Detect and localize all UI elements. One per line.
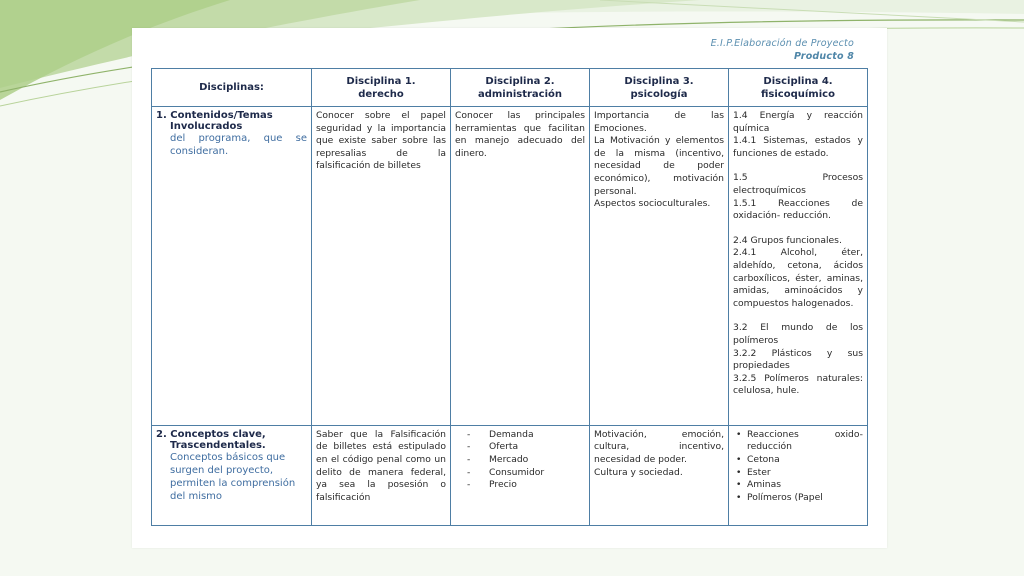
row2-subtitle: Trascendentales.	[170, 439, 266, 451]
header-disciplinas	[152, 69, 312, 107]
list-item: • Polímeros (Papel	[735, 492, 863, 505]
list-item: - Precio	[467, 479, 585, 492]
document-page	[132, 28, 887, 548]
header-disciplinas-label: Disciplinas:	[199, 82, 264, 94]
row1-administracion-text: Conocer las principales herramientas que facilitan en manejo adecuado del dinero.	[455, 110, 585, 159]
fq-polimeros: 3.2 El mundo de los polímeros	[733, 322, 863, 346]
header-fisicoquimico-title: Disciplina 4.	[763, 75, 833, 87]
fq-naturales: 3.2.5 Polímeros naturales: celulosa, hule.	[733, 372, 863, 397]
list-item: • Ester	[735, 467, 863, 480]
fq-sistemas: 1.4.1 Sistemas, estados y funciones de estado.	[733, 135, 863, 159]
row1-title: 1. Contenidos/Temas	[156, 110, 273, 122]
row1-fisicoquimico	[729, 107, 868, 426]
row1-subtitle: Involucrados	[170, 121, 243, 133]
row2-description: Conceptos básicos que surgen del proyecto, permiten la comprensión del mismo	[170, 451, 296, 502]
header-psicologia-title: Disciplina 3.	[624, 75, 694, 87]
header-derecho	[312, 69, 451, 107]
list-item: • Reacciones oxido-reducción	[735, 429, 863, 454]
fq-grupos: 2.4 Grupos funcionales.	[733, 234, 842, 246]
fq-alcohol: 2.4.1 Alcohol, éter, aldehído, cetona, ácidos carboxílicos, éster, aminas, amidas, aminoácidos y compuestos halogenados.	[733, 247, 863, 309]
list-item: - Oferta	[467, 441, 585, 454]
row1-psicologia-text: Importancia de las Emociones. La Motivación y elementos de la misma (incentivo, necesidad de poder económico), motivación personal. Aspectos socioculturales.	[594, 110, 724, 210]
table-row	[152, 107, 868, 426]
list-item: • Cetona	[735, 454, 863, 467]
row2-psicologia-text: Motivación, emoción, cultura, incentivo, necesidad de poder. Cultura y sociedad.	[594, 428, 724, 478]
header-derecho-title: Disciplina 1.	[346, 75, 416, 87]
list-item: - Consumidor	[467, 467, 585, 480]
row1-description: del programa, que se consideran.	[170, 133, 307, 158]
row2-administracion	[451, 425, 590, 525]
list-item: - Mercado	[467, 454, 585, 467]
header-administracion	[451, 69, 590, 107]
fq-plasticos: 3.2.2 Plásticos y sus propiedades	[733, 347, 863, 372]
fq-energia: 1.4 Energía y reacción química	[733, 110, 863, 134]
header-derecho-name: derecho	[358, 88, 404, 100]
row2-fisicoquimico-list	[733, 429, 863, 505]
header-fisicoquimico	[729, 69, 868, 107]
row2-title: 2. Conceptos clave,	[156, 428, 266, 440]
header-administracion-name: administración	[477, 88, 563, 100]
header-psicologia-name: psicología	[630, 88, 688, 100]
list-item: • Aminas	[735, 479, 863, 492]
header-psicologia	[590, 69, 729, 107]
fq-procesos: 1.5 Procesos electroquímicos	[733, 172, 863, 197]
product-label: Producto 8	[793, 51, 854, 62]
row2-derecho	[312, 425, 451, 525]
header-fisicoquimico-name: fisicoquímico	[761, 88, 835, 100]
row1-psicologia	[590, 107, 729, 426]
row1-derecho-text: Conocer sobre el papel seguridad y la importancia que existe saber sobre las represalias de la falsificación de billetes	[316, 110, 446, 172]
row2-derecho-text: Saber que la Falsificación de billetes está estipulado en el código penal como un delito de manera federal, ya sea la posesión o falsificación	[316, 428, 446, 503]
list-item: - Demanda	[467, 429, 585, 442]
table-row	[152, 425, 868, 525]
row1-administracion	[451, 107, 590, 426]
row2-psicologia	[590, 425, 729, 525]
row1-header	[152, 107, 312, 426]
project-title: E.I.P.Elaboración de Proyecto	[710, 38, 854, 49]
row2-administracion-list	[455, 429, 585, 492]
fq-reacciones: 1.5.1 Reacciones de oxidación- reducción.	[733, 197, 863, 222]
row1-derecho	[312, 107, 451, 426]
disciplines-table	[151, 68, 868, 526]
row2-fisicoquimico	[729, 425, 868, 525]
header-administracion-title: Disciplina 2.	[485, 75, 555, 87]
row2-header	[152, 425, 312, 525]
table-header-row	[152, 69, 868, 107]
